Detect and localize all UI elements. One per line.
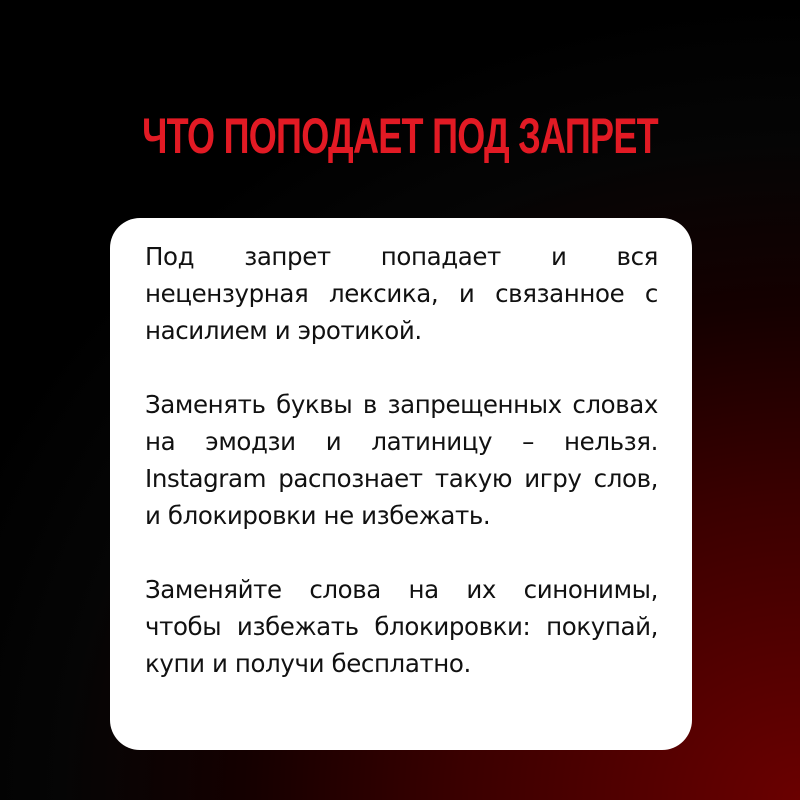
paragraph-synonyms-advice: Заменяйте слова на их синонимы, чтобы избежать блокировки: покупай, купи и получи бесплатно. — [145, 575, 658, 678]
page-title: ЧТО ПОПОДАЕТ ПОД ЗАПРЕТ — [142, 108, 658, 164]
paragraph-banned-vocabulary: Под запрет попадает и вся нецензурная лексика, и связанное с насилием и эротикой. — [145, 242, 658, 345]
paragraph-letter-replacement: Заменять буквы в запрещенных словах на эмодзи и латиницу – нельзя. Instagram распознает такую игру слов, и блокировки не избежать. — [145, 390, 658, 530]
info-card — [110, 218, 692, 750]
